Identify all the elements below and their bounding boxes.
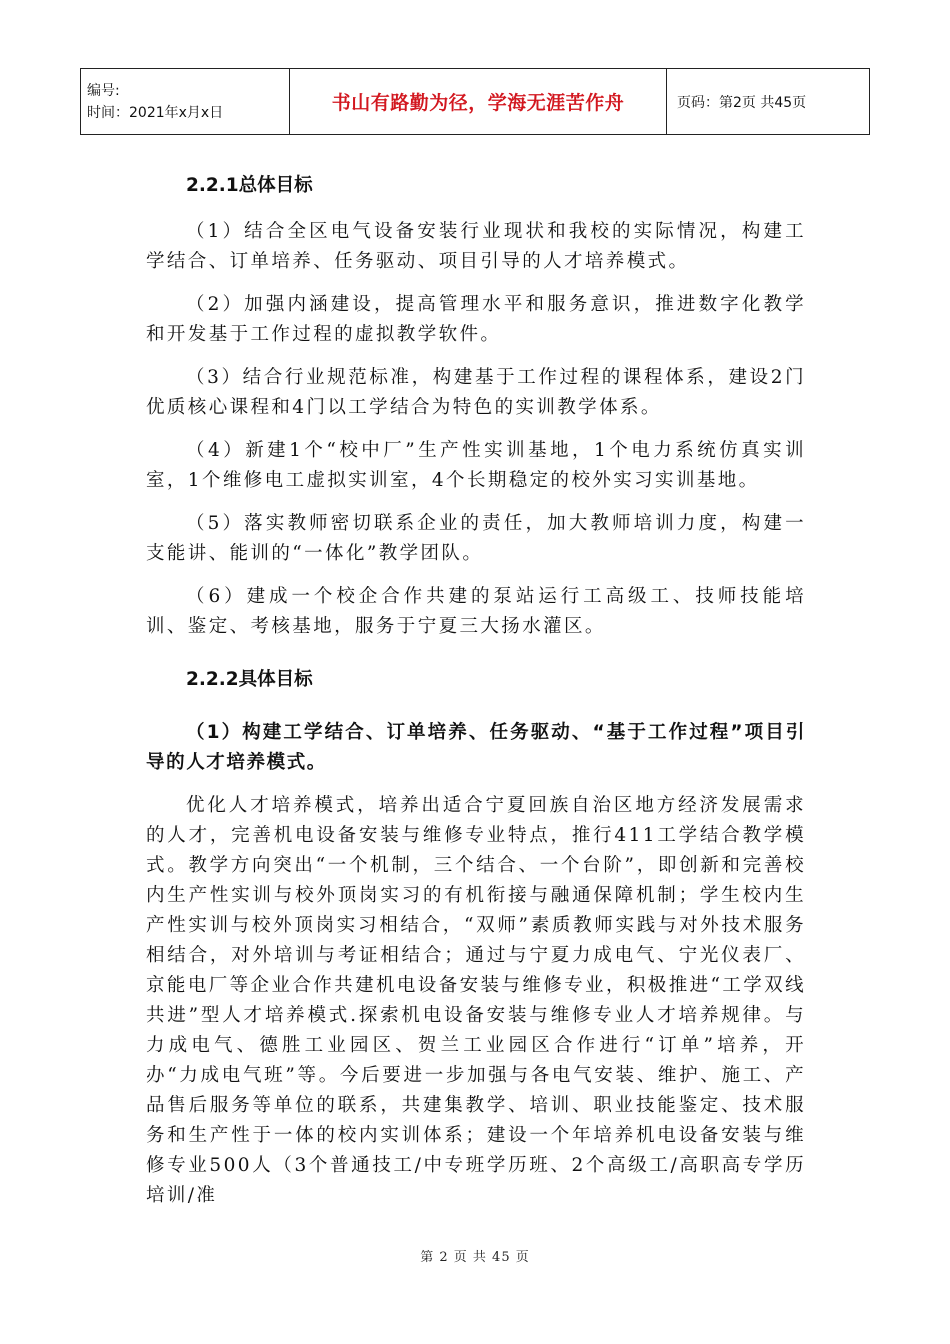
header-page-info: 页码：第2页 共45页 — [667, 69, 870, 135]
header-motto: 书山有路勤为径，学海无涯苦作舟 — [290, 69, 667, 135]
document-body — [146, 168, 806, 1211]
document-number-label: 编号: — [87, 82, 120, 99]
goal-item-5: （5）落实教师密切联系企业的责任，加大教师培训力度，构建一支能讲、能训的“一体化”教学团队。 — [146, 513, 806, 564]
goal-item-3: （3）结合行业规范标准，构建基于工作过程的课程体系，建设2门优质核心课程和4门以工学结合为特色的实训教学体系。 — [146, 367, 806, 418]
document-header — [80, 68, 870, 135]
section-heading-overall-goals: 2.2.1总体目标 — [186, 175, 313, 196]
page-footer: 第 2 页 共 45 页 — [420, 1250, 530, 1265]
header-meta-cell — [81, 69, 290, 135]
goal-item-2: （2）加强内涵建设，提高管理水平和服务意识，推进数字化教学和开发基于工作过程的虚拟教学软件。 — [146, 294, 806, 345]
specific-goal-body: 优化人才培养模式，培养出适合宁夏回族自治区地方经济发展需求的人才，完善机电设备安装与维修专业特点，推行411工学结合教学模式。教学方向突出“一个机制，三个结合、一个台阶”，即创新和完善校内生产性实训与校外顶岗实习的有机衔接与融通保障机制；学生校内生产性实训与校外顶岗实习相结合，“双师”素质教师实践与对外技术服务相结合，对外培训与考证相结合；通过与宁夏力成电气、宁光仪表厂、京能电厂等企业合作共建机电设备安装与维修专业，积极推进“工学双线共进”型人才培养模式.探索机电设备安装与维修专业人才培养规律。与力成电气、德胜工业园区、贺兰工业园区合作进行“订单”培养，开办“力成电气班”等。今后要进一步加强与各电气安装、维护、施工、产品售后服务等单位的联系，共建集教学、培训、职业技能鉴定、技术服务和生产性于一体的校内实训体系；建设一个年培养机电设备安装与维修专业500人（3个普通技工/中专班学历班、2个高级工/高职高专学历培训/准 — [146, 795, 806, 1206]
document-time-label: 时间：2021年x月x日 — [87, 104, 224, 121]
goal-item-6: （6）建成一个校企合作共建的泵站运行工高级工、技师技能培训、鉴定、考核基地，服务于宁夏三大扬水灌区。 — [146, 586, 806, 637]
goal-item-1: （1）结合全区电气设备安装行业现状和我校的实际情况，构建工学结合、订单培养、任务驱动、项目引导的人才培养模式。 — [146, 221, 806, 272]
goal-item-4: （4）新建1个“校中厂”生产性实训基地，1个电力系统仿真实训室，1个维修电工虚拟实训室，4个长期稳定的校外实习实训基地。 — [146, 440, 806, 491]
section-heading-specific-goals: 2.2.2具体目标 — [186, 669, 313, 690]
specific-goal-subheading: （1）构建工学结合、订单培养、任务驱动、“基于工作过程”项目引导的人才培养模式。 — [146, 722, 806, 773]
